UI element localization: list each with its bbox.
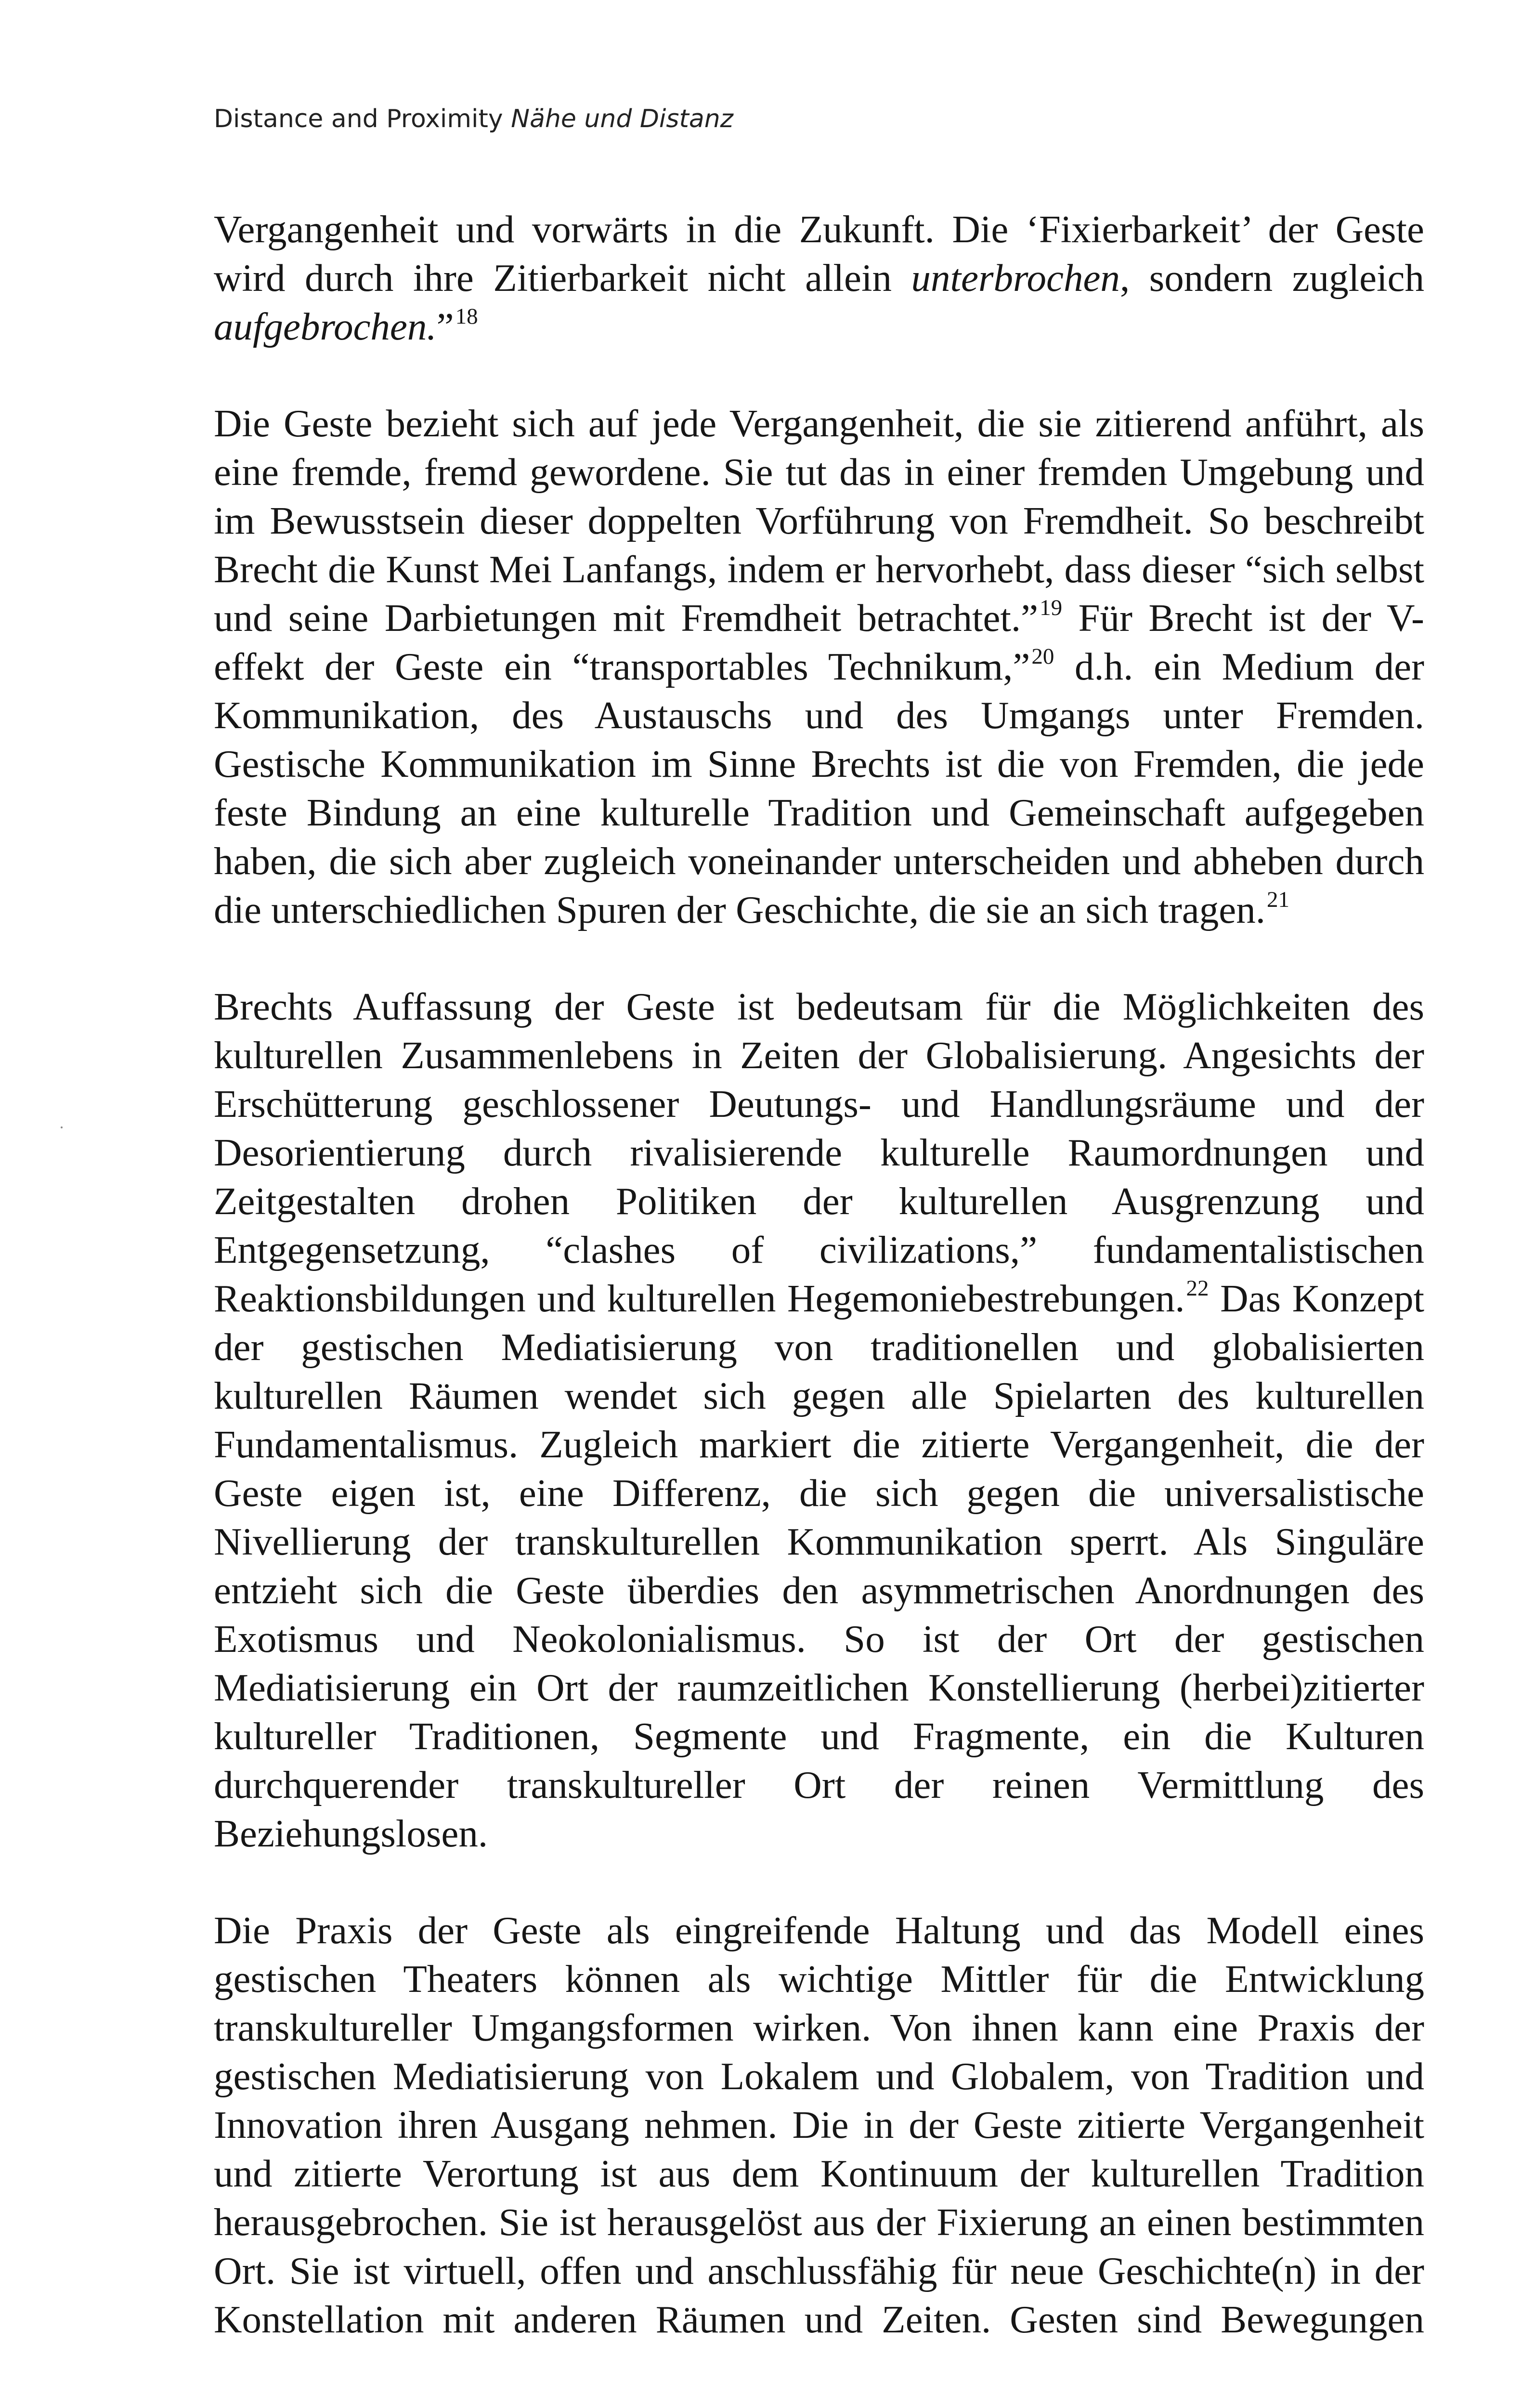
text-run: Das Konzept der gestischen Mediatisierung von traditionellen und globalisierten kulturellen Räumen wendet sich gegen alle Spielarten des kulturellen Fundamentalismus. Zugleich markiert die zitierte Vergangenheit, die der Geste eigen ist, eine Differenz, die sich gegen die universalistische Nivellierung der transkulturellen Kommunikation sperrt. Als Singuläre entzieht sich die Geste überdies den asymmetrischen Anordnungen des Exotismus und Neokolonialismus. So ist der Ort der gestischen Mediatisierung ein Ort der raumzeitlichen Konstellierung (herbei)zitierter kultureller Traditionen, Segmente und Fragmente, ein die Kulturen durchquerender transkultureller Ort der reinen Vermittlung des Beziehungslosen. [214,1277,1425,1855]
paragraph-2 [214,399,1424,934]
running-header-german: Nähe und Distanz [511,105,733,133]
footnote-ref: 22 [1186,1276,1209,1301]
paragraph-1 [214,205,1424,351]
footnote-ref: 21 [1266,887,1289,912]
footnote-ref: 20 [1031,644,1054,669]
body-text [214,205,1424,2344]
text-run: Brechts Auffassung der Geste ist bedeutsam für die Möglichkeiten des kulturellen Zusammenlebens in Zeiten der Globalisierung. Angesichts der Erschütterung geschlossener Deutungs- und Handlungsräume und der Desorientierung durch rivalisierende kulturelle Raumordnungen und Zeitgestalten drohen Politiken der kulturellen Ausgrenzung und Entgegensetzung, “clashes of civilizations,” fundamentalistischen Reaktionsbildungen und kulturellen Hegemoniebestrebungen. [214,985,1424,1320]
footnote-ref: 18 [455,304,478,329]
margin-speck [61,1126,63,1128]
text-run: Die Geste bezieht sich auf jede Vergangenheit, die sie zitierend anführt, als eine fremde, fremd gewordene. Sie tut das in einer fremden Umgebung und im Bewusstsein dieser doppelten Vorführung von Fremdheit. So beschreibt Brecht die Kunst Mei Lanfangs, indem er hervorhebt, dass dieser “sich selbst und seine Darbietungen mit Fremdheit betrachtet.” [214,402,1424,640]
paragraph-4 [214,1906,1424,2344]
text-run: d.h. ein Medium der Kommunikation, des Austauschs und des Umgangs unter Fremden. Gestische Kommunikation im Sinne Brechts ist die von Fremden, die jede feste Bindung an eine kulturelle Tradition und Gemeinschaft aufgegeben haben, die sich aber zugleich voneinander unterscheiden und abheben durch die unterschiedlichen Spuren der Geschichte, die sie an sich tragen. [214,645,1424,931]
italic-text: unterbrochen [911,256,1120,300]
paragraph-3 [214,982,1424,1858]
italic-text: aufgebrochen. [214,305,437,348]
text-run: , sondern zugleich [1119,256,1425,300]
running-header [214,102,1418,136]
text-run: Vergangenheit und vorwärts in die Zukunft. Die ‘Fixierbarkeit’ der Geste wird durch ihre Zitierbarkeit nicht allein [214,208,1424,300]
running-header-english: Distance and Proximity [214,105,503,133]
text-run: Für Brecht ist der V-effekt der Geste ein “transportables Technikum,” [214,596,1424,688]
footnote-ref: 19 [1040,595,1063,620]
text-run: Die Praxis der Geste als eingreifende Haltung und das Modell eines gestischen Theaters können als wichtige Mittler für die Entwicklung transkultureller Umgangsformen wirken. Von ihnen kann eine Praxis der gestischen Mediatisierung von Lokalem und Globalem, von Tradition und Innovation ihren Ausgang nehmen. Die in der Geste zitierte Vergangenheit und zitierte Verortung ist aus dem Kontinuum der kulturellen Tradition herausgebrochen. Sie ist herausgelöst aus der Fixierung an einen bestimmten Ort. Sie ist virtuell, offen und anschlussfähig für neue Geschichte(n) in der Konstellation mit anderen Räumen und Zeiten. Gesten sind Bewegungen [214,1909,1424,2341]
text-run: ” [436,305,454,348]
